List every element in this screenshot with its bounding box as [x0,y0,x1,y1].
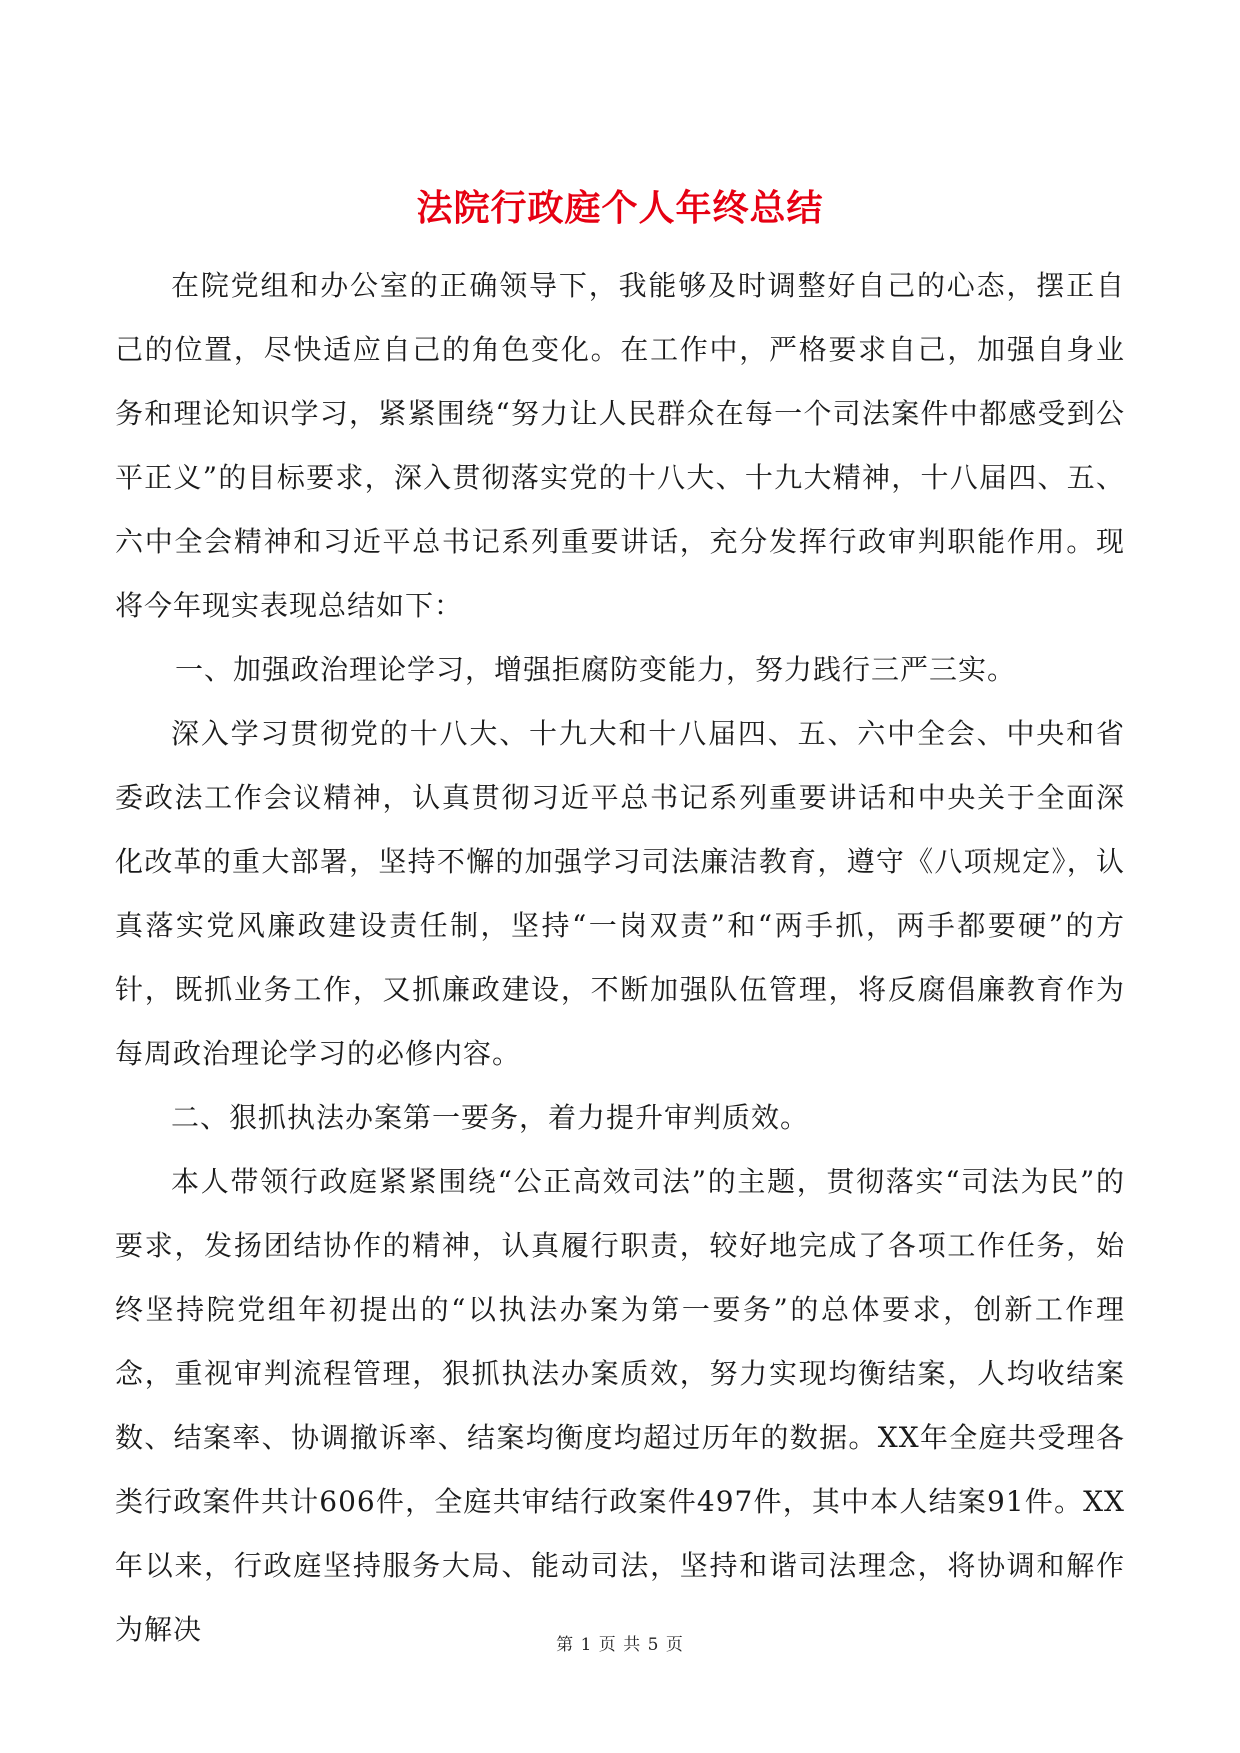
section-heading-2: 二、狠抓执法办案第一要务，着力提升审判质效。 [171,1101,810,1134]
section-1-paragraph: 深入学习贯彻党的十八大、十九大和十八届四、五、六中全会、中央和省委政法工作会议精神，认真贯彻习近平总书记系列重要讲话和中央关于全面深化改革的重大部署，坚持不懈的加强学习司法廉洁教育，遵守《八项规定》，认真落实党风廉政建设责任制，坚持“一岗双责”和“两手抓，两手都要硬”的方针，既抓业务工作，又抓廉政建设，不断加强队伍管理，将反腐倡廉教育作为每周政治理论学习的必修内容。 [115,717,1125,1070]
section-heading-1: 一、加强政治理论学习，增强拒腐防变能力，努力践行三严三实。 [175,653,1017,686]
page-footer: 第 1 页 共 5 页 [556,1635,684,1655]
document-body [115,254,1125,1662]
intro-paragraph: 在院党组和办公室的正确领导下，我能够及时调整好自己的心态，摆正自己的位置，尽快适应自己的角色变化。在工作中，严格要求自己，加强自身业务和理论知识学习，紧紧围绕“努力让人民群众在每一个司法案件中都感受到公平正义”的目标要求，深入贯彻落实党的十八大、十九大精神，十八届四、五、六中全会精神和习近平总书记系列重要讲话，充分发挥行政审判职能作用。现将今年现实表现总结如下： [115,269,1125,622]
document-title: 法院行政庭个人年终总结 [416,187,824,229]
section-2-paragraph: 本人带领行政庭紧紧围绕“公正高效司法”的主题，贯彻落实“司法为民”的要求，发扬团结协作的精神，认真履行职责，较好地完成了各项工作任务，始终坚持院党组年初提出的“以执法办案为第一要务”的总体要求，创新工作理念，重视审判流程管理，狠抓执法办案质效，努力实现均衡结案，人均收结案数、结案率、协调撤诉率、结案均衡度均超过历年的数据。XX年全庭共受理各类行政案件共计606件，全庭共审结行政案件497件，其中本人结案91件。XX年以来，行政庭坚持服务大局、能动司法，坚持和谐司法理念，将协调和解作为解决 [115,1165,1125,1646]
